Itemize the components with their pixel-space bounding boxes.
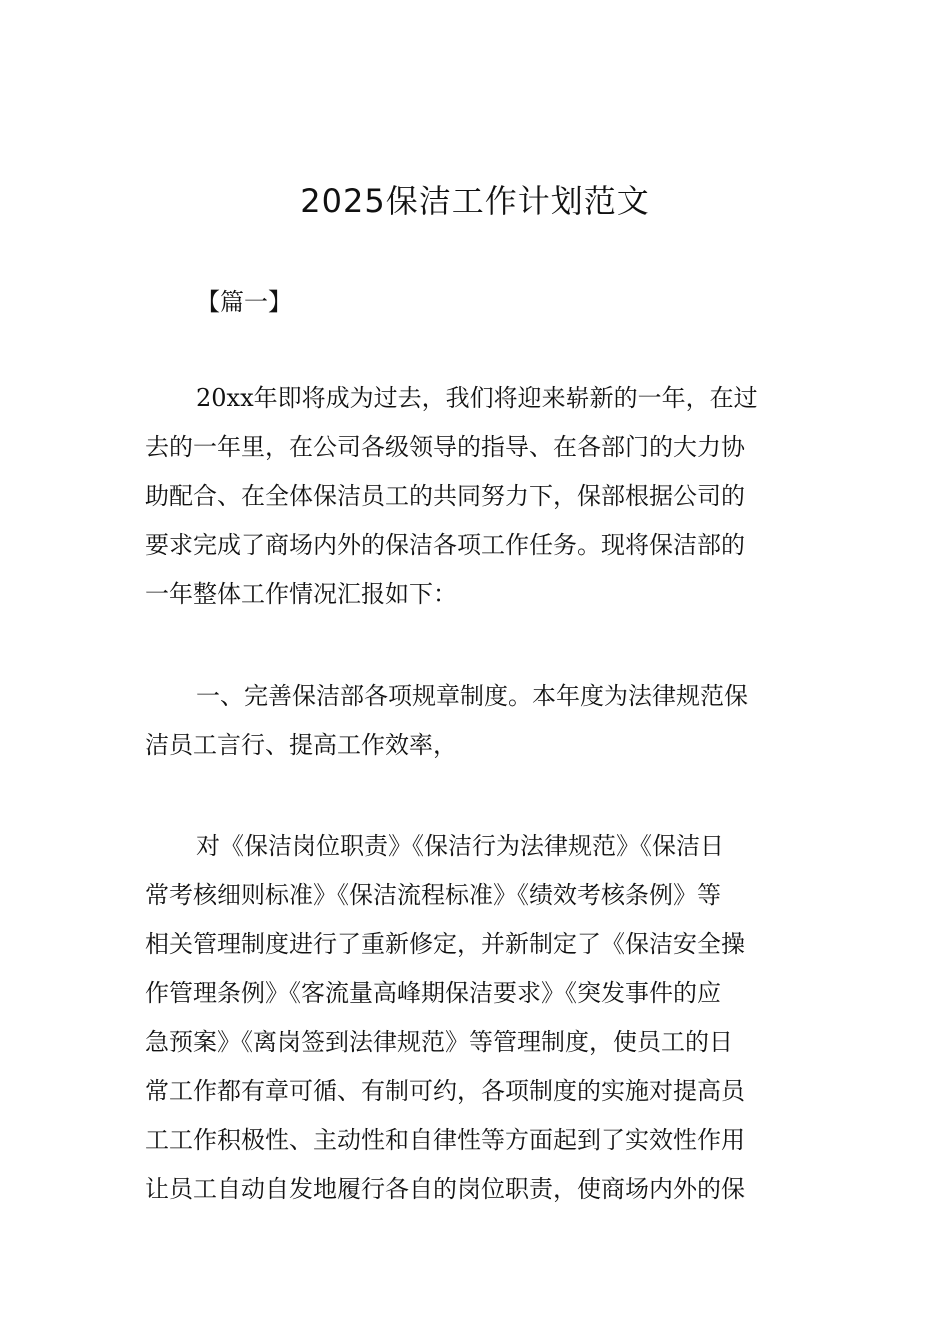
- paragraph-line: 常考核细则标准》《保洁流程标准》《绩效考核条例》等: [145, 881, 721, 909]
- paragraph-regulations: [145, 822, 810, 1214]
- paragraph-line: 要求完成了商场内外的保洁各项工作任务。现将保洁部的: [145, 531, 745, 559]
- paragraph-line: 作管理条例》《客流量高峰期保洁要求》《突发事件的应: [145, 979, 721, 1007]
- paragraph-line: 助配合、在全体保洁员工的共同努力下，保部根据公司的: [145, 482, 745, 510]
- paragraph-line: 相关管理制度进行了重新修定，并新制定了《保洁安全操: [145, 930, 745, 958]
- paragraph-line: 洁员工言行、提高工作效率，: [145, 731, 457, 759]
- paragraph-line: 让员工自动自发地履行各自的岗位职责，使商场内外的保: [145, 1175, 745, 1203]
- paragraph-line: 一、完善保洁部各项规章制度。本年度为法律规范保: [196, 682, 748, 710]
- paragraph-line: 急预案》《离岗签到法律规范》等管理制度，使员工的日: [145, 1028, 733, 1056]
- section-label: 【篇一】: [196, 288, 292, 316]
- paragraph-line: 去的一年里，在公司各级领导的指导、在各部门的大力协: [145, 433, 745, 461]
- document-title: 2025保洁工作计划范文: [300, 182, 650, 220]
- paragraph-line: 对《保洁岗位职责》《保洁行为法律规范》《保洁日: [196, 832, 724, 860]
- paragraph-section-one: [145, 672, 810, 770]
- paragraph-line: 20xx年即将成为过去，我们将迎来崭新的一年，在过: [196, 384, 758, 412]
- paragraph-intro: [145, 374, 810, 619]
- paragraph-line: 工工作积极性、主动性和自律性等方面起到了实效性作用: [145, 1126, 745, 1154]
- paragraph-line: 常工作都有章可循、有制可约，各项制度的实施对提高员: [145, 1077, 745, 1105]
- paragraph-line: 一年整体工作情况汇报如下：: [145, 580, 457, 608]
